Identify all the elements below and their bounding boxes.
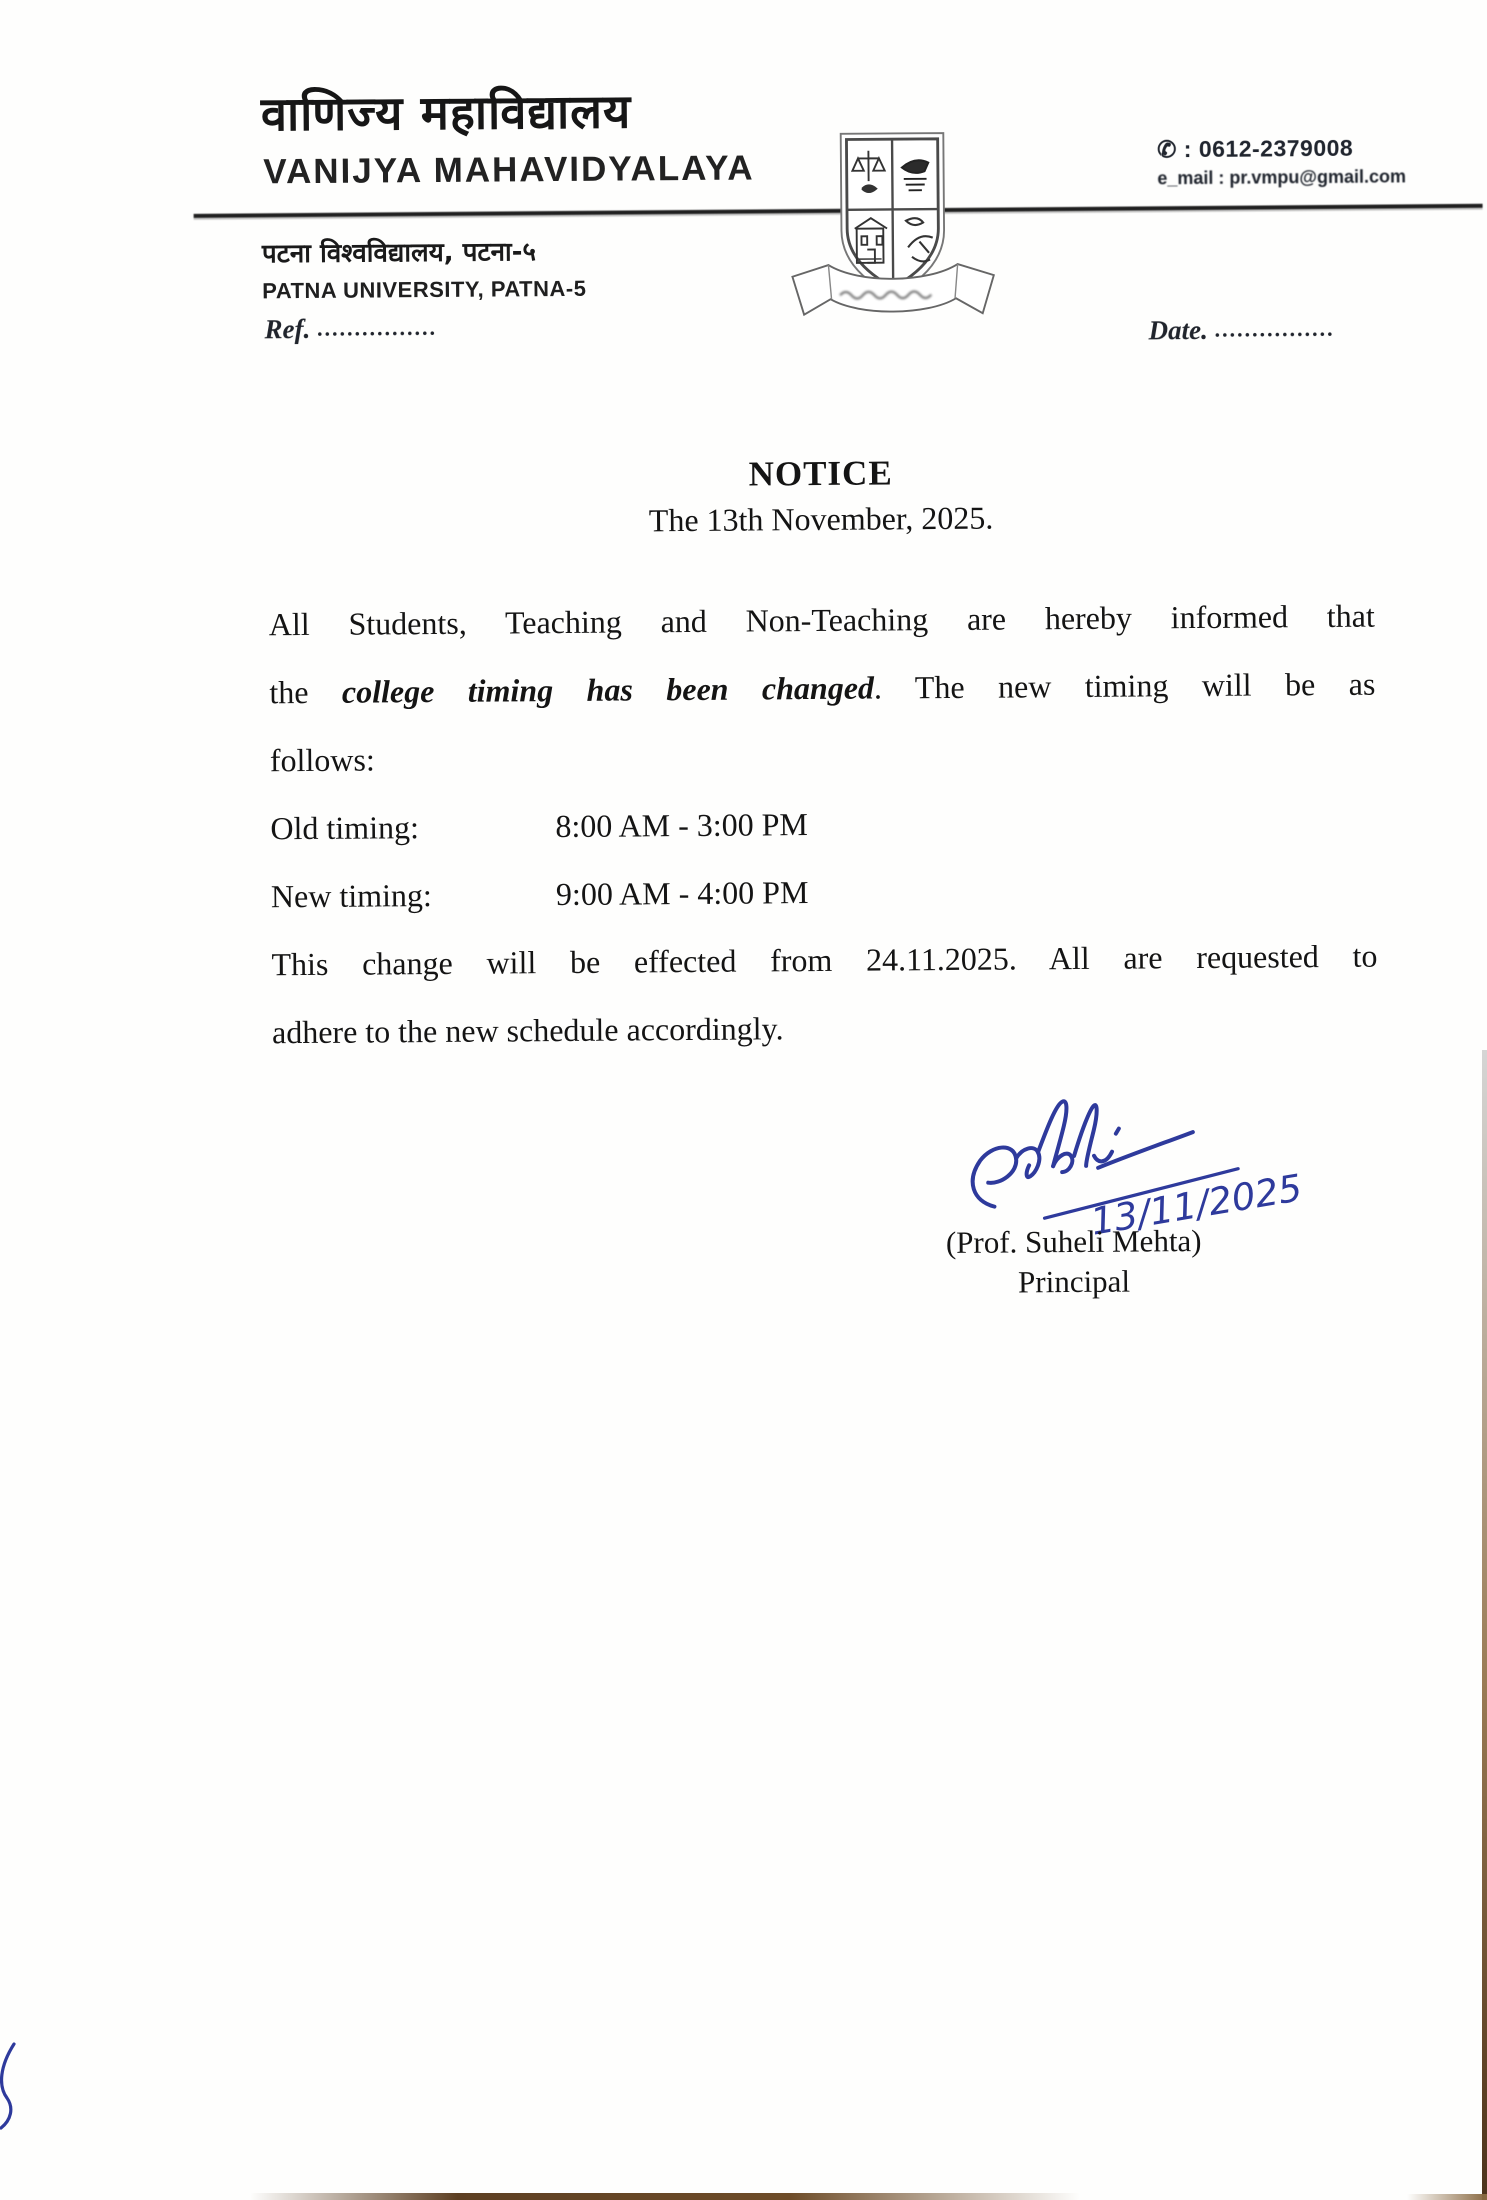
signatory-title: Principal [1017, 1263, 1131, 1300]
paragraph-line: adhere to the new schedule accordingly. [271, 1010, 784, 1051]
new-timing-row [271, 854, 1378, 931]
old-timing-row [270, 786, 1377, 863]
notice-date: The 13th November, 2025. [648, 499, 994, 539]
new-timing-value: 9:00 AM - 4:00 PM [555, 874, 809, 913]
university-name-english: PATNA UNIVERSITY, PATNA-5 [262, 275, 587, 304]
signatory-name: (Prof. Suheli Mehta) [945, 1223, 1202, 1261]
scan-edge-bottom [250, 2193, 1080, 2200]
college-crest-logo [778, 127, 1008, 333]
date-dotted-line: ................ [1214, 315, 1335, 342]
notice-title: NOTICE [748, 453, 893, 494]
paragraph-text: . The new timing will be as [873, 665, 1376, 706]
emphasized-text: college timing has been changed [341, 669, 875, 710]
contact-block [1157, 133, 1406, 189]
paragraph-line: All Students, Teaching and Non-Teaching are hereby informed that [268, 597, 1375, 643]
paragraph-line: This change will be effected from 24.11.2025. All are requested to [271, 937, 1378, 983]
email-address: e_mail : pr.vmpu@gmail.com [1157, 166, 1407, 189]
college-name-hindi: वाणिज्य महाविद्यालय [260, 84, 632, 143]
crest-shield-icon [778, 127, 1008, 333]
paragraph-line [269, 650, 1376, 727]
college-name-english: VANIJYA MAHAVIDYALAYA [263, 148, 755, 192]
new-timing-label: New timing: [270, 877, 432, 915]
ref-field [264, 313, 437, 345]
ref-label: Ref. [264, 313, 311, 345]
scan-edge-bottom-right [1407, 2194, 1487, 2200]
scan-edge-right [1482, 1050, 1487, 2200]
paragraph-text: the [269, 673, 343, 711]
ref-dotted-line: ................ [316, 314, 438, 341]
old-timing-value: 8:00 AM - 3:00 PM [555, 806, 809, 845]
date-field [1148, 314, 1334, 346]
university-name-hindi: पटना विश्वविद्यालय, पटना-५ [261, 237, 537, 270]
notice-body [268, 448, 1379, 1067]
phone-number: ✆ : 0612-2379008 [1157, 134, 1354, 163]
stray-ink-mark [0, 2038, 24, 2134]
old-timing-label: Old timing: [270, 809, 420, 847]
paragraph-line: follows: [269, 741, 375, 779]
date-label: Date. [1148, 314, 1208, 346]
handwritten-date: 13/11/2025 [1087, 1166, 1306, 1244]
